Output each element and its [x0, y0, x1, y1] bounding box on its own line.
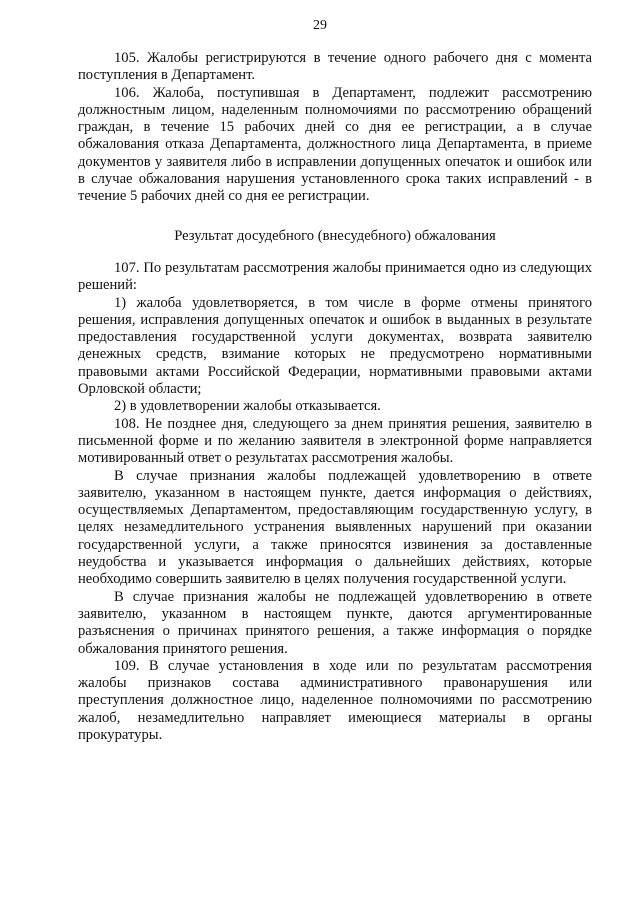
paragraph-105: 105. Жалобы регистрируются в течение одного рабочего дня с момента поступления в Департамент.	[78, 50, 592, 84]
paragraph-108-satisfied: В случае признания жалобы подлежащей удовлетворению в ответе заявителю, указанном в настоящем пункте, дается информация о действиях, осуществляемых Департаментом, предоставляющим государственную услугу, в целях незамедлительного устранения выявленных нарушений при оказании государственной услуги, а также приносятся извинения за доставленные неудобства и указывается информация о дальнейших действиях, которые необходимо совершить заявителю в целях получения государственной услуги.	[78, 467, 592, 588]
paragraph-107: 107. По результатам рассмотрения жалобы принимается одно из следующих решений:	[78, 260, 592, 294]
paragraph-108: 108. Не позднее дня, следующего за днем принятия решения, заявителю в письменной форме и по желанию заявителя в электронной форме направляется мотивированный ответ о результатах рассмотрения жалобы.	[78, 415, 592, 467]
paragraph-108-rejected: В случае признания жалобы не подлежащей удовлетворению в ответе заявителю, указанном в настоящем пункте, даются аргументированные разъяснения о причинах принятого решения, а также информация о порядке обжалования принятого решения.	[78, 588, 592, 657]
paragraph-107-item-2: 2) в удовлетворении жалобы отказывается.	[114, 398, 381, 415]
document-body-bottom	[78, 260, 592, 744]
section-heading: Результат досудебного (внесудебного) обжалования	[174, 228, 496, 244]
paragraph-109: 109. В случае установления в ходе или по результатам рассмотрения жалобы признаков состава административного правонарушения или преступления должностное лицо, наделенное полномочиями по рассмотрению жалоб, незамедлительно направляет имеющиеся материалы в органы прокуратуры.	[78, 657, 592, 744]
paragraph-106: 106. Жалоба, поступившая в Департамент, подлежит рассмотрению должностным лицом, наделенным полномочиями по рассмотрению обращений граждан, в течение 15 рабочих дней со дня ее регистрации, а в случае обжалования отказа Департамента, должностного лица Департамента, в приеме документов у заявителя либо в исправлении допущенных опечаток и ошибок или в случае обжалования нарушения установленного срока таких исправлений - в течение 5 рабочих дней со дня ее регистрации.	[78, 84, 592, 205]
document-body-top	[78, 50, 592, 206]
page-number: 29	[313, 18, 327, 33]
paragraph-107-item-1: 1) жалоба удовлетворяется, в том числе в форме отмены принятого решения, исправления допущенных опечаток и ошибок в выданных в результате предоставления государственной услуги документах, возврата заявителю денежных средств, взимание которых не предусмотрено нормативными правовыми актами Российской Федерации, нормативными правовыми актами Орловской области;	[78, 294, 592, 398]
